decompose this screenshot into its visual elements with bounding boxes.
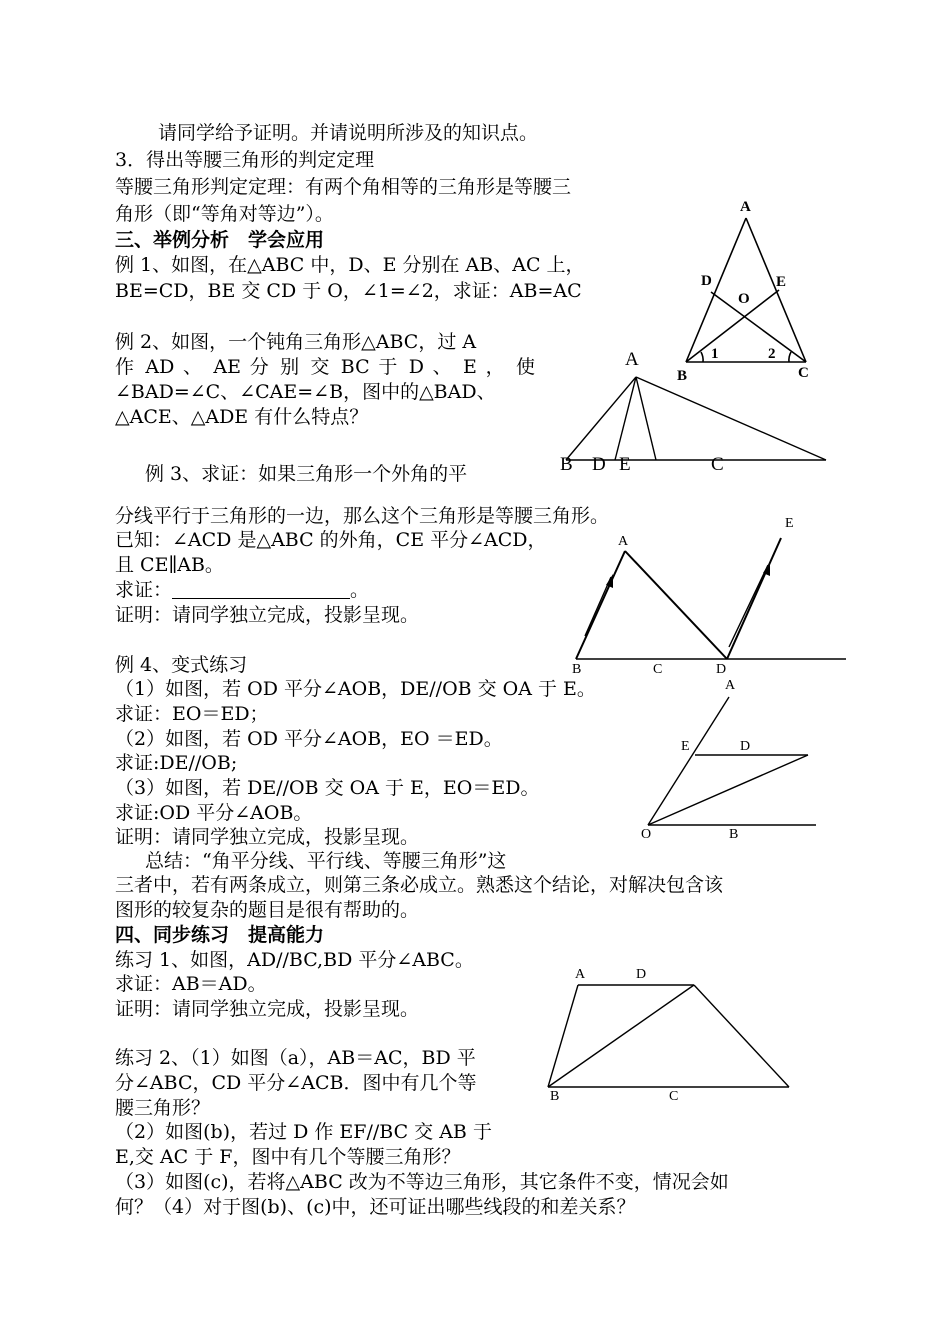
prove-end: 。 bbox=[350, 579, 370, 601]
label-b: B bbox=[677, 368, 688, 384]
label-a: A bbox=[725, 678, 736, 693]
summary-text: 总结：“角平分线、平行线、等腰三角形”这 bbox=[145, 850, 507, 872]
exercise2-part3: （3）如图(c)，若将△ABC 改为不等边三角形，其它条件不变，情况会如 bbox=[115, 1171, 729, 1193]
exercise2-text-cont: 腰三角形？ bbox=[115, 1097, 211, 1119]
segment-be bbox=[686, 290, 779, 362]
prove-label: 求证： bbox=[115, 579, 173, 601]
example4-part1: （1）如图，若 OD 平分∠AOB，DE//OB 交 OA 于 E。 bbox=[115, 678, 596, 700]
example4-part2: （2）如图，若 OD 平分∠AOB，EO ＝ED。 bbox=[115, 728, 503, 750]
ray-ce bbox=[727, 538, 781, 659]
example3-proof: 证明：请同学独立完成，投影呈现。 bbox=[115, 604, 420, 626]
theorem-statement: 等腰三角形判定定理：有两个角相等的三角形是等腰三 bbox=[115, 176, 572, 198]
exercise2-part2: （2）如图(b)，若过 D 作 EF//BC 交 AB 于 bbox=[115, 1121, 492, 1143]
label-a: A bbox=[625, 349, 639, 370]
segment-ab bbox=[686, 218, 746, 362]
example4-title: 例 4、变式练习 bbox=[115, 654, 248, 676]
section-heading-4: 四、同步练习 提高能力 bbox=[115, 924, 325, 946]
label-e: E bbox=[785, 516, 794, 531]
example3-given: 已知：∠ACD 是△ABC 的外角，CE 平分∠ACD， bbox=[115, 529, 547, 551]
example2-text-cont: 作 AD 、 AE 分 别 交 BC 于 D 、 E ， 使 bbox=[115, 356, 535, 378]
segment-ab bbox=[576, 551, 625, 659]
label-b: B bbox=[560, 454, 573, 475]
arrow-ce bbox=[729, 565, 768, 647]
label-d: D bbox=[636, 967, 647, 982]
example2-question: △ACE、△ADE 有什么特点？ bbox=[115, 406, 369, 428]
label-angle-2: 2 bbox=[768, 346, 776, 362]
exercise2-text: 练习 2、（1）如图（a），AB＝AC，BD 平 bbox=[115, 1047, 476, 1069]
label-e: E bbox=[619, 454, 631, 475]
example4-part3-prove: 求证:OD 平分∠AOB。 bbox=[115, 802, 313, 824]
label-e: E bbox=[776, 274, 787, 290]
summary-text-cont: 图形的较复杂的题目是很有帮助的。 bbox=[115, 899, 420, 921]
segment-dc bbox=[694, 985, 789, 1087]
example3-text: 例 3、求证：如果三角形一个外角的平 bbox=[145, 463, 468, 485]
angle-1-arc bbox=[701, 352, 703, 362]
exercise2-part2-cont: E,交 AC 于 F，图中有几个等腰三角形？ bbox=[115, 1146, 461, 1168]
label-a: A bbox=[575, 967, 586, 982]
label-b: B bbox=[550, 1089, 560, 1104]
label-d: D bbox=[592, 454, 606, 475]
summary-text-cont: 三者中，若有两条成立，则第三条必成立。熟悉这个结论，对解决包含该 bbox=[115, 874, 724, 896]
text-line: 请同学给予证明。并请说明所涉及的知识点。 bbox=[158, 122, 539, 144]
example3-text-cont: 分线平行于三角形的一边，那么这个三角形是等腰三角形。 bbox=[115, 505, 610, 527]
example4-part3: （3）如图，若 DE//OB 交 OA 于 E，EO＝ED。 bbox=[115, 777, 540, 799]
exercise2-text-cont: 分∠ABC，CD 平分∠ACB．图中有几个等 bbox=[115, 1072, 477, 1094]
section-heading-3: 三、举例分析 学会应用 bbox=[115, 229, 325, 251]
label-d: D bbox=[701, 273, 712, 289]
label-c: C bbox=[798, 365, 809, 381]
label-d: D bbox=[740, 739, 751, 754]
segment-bd bbox=[548, 985, 694, 1087]
label-e: E bbox=[681, 739, 690, 754]
theorem-statement-cont: 角形（即“等角对等边”）。 bbox=[115, 203, 334, 225]
segment-ac bbox=[636, 377, 826, 460]
exercise1-proof: 证明：请同学独立完成，投影呈现。 bbox=[115, 998, 420, 1020]
example4-part1-prove: 求证：EO＝ED； bbox=[115, 703, 269, 725]
label-a: A bbox=[618, 534, 629, 549]
section-heading-theorem: 3．得出等腰三角形的判定定理 bbox=[115, 149, 375, 171]
exercise1-text: 练习 1、如图，AD//BC,BD 平分∠ABC。 bbox=[115, 949, 474, 971]
segment-ac bbox=[625, 551, 727, 659]
exercise1-prove: 求证：AB＝AD。 bbox=[115, 973, 267, 995]
arrow-ab bbox=[585, 577, 611, 636]
label-b: B bbox=[572, 662, 582, 677]
example4-part2-prove: 求证:DE//OB; bbox=[115, 752, 238, 774]
example1-text-cont: BE=CD，BE 交 CD 于 O，∠1=∠2，求证：AB=AC bbox=[115, 280, 582, 302]
example2-text-cont: ∠BAD=∠C、∠CAE=∠B，图中的△BAD、 bbox=[115, 381, 496, 403]
label-c: C bbox=[711, 454, 724, 475]
label-o: O bbox=[641, 827, 652, 842]
example3-given-cont: 且 CE∥AB。 bbox=[115, 554, 224, 576]
exercise2-part4: 何？（4）对于图(b)、(c)中，还可证出哪些线段的和差关系？ bbox=[115, 1196, 636, 1218]
example2-text: 例 2、如图，一个钝角三角形△ABC，过 A bbox=[115, 331, 477, 353]
label-c: C bbox=[669, 1089, 679, 1104]
example1-text: 例 1、如图，在△ABC 中，D、E 分别在 AB、AC 上， bbox=[115, 254, 585, 276]
example4-proof: 证明：请同学独立完成，投影呈现。 bbox=[115, 826, 420, 848]
label-d: D bbox=[716, 662, 727, 677]
segment-ae bbox=[636, 377, 656, 460]
label-o: O bbox=[738, 291, 750, 307]
label-c: C bbox=[653, 662, 663, 677]
segment-ab bbox=[548, 985, 578, 1087]
label-a: A bbox=[740, 199, 751, 215]
label-b: B bbox=[729, 827, 739, 842]
segment-od bbox=[648, 755, 808, 825]
label-angle-1: 1 bbox=[711, 346, 719, 362]
ray-oa bbox=[648, 697, 729, 825]
angle-2-arc bbox=[789, 352, 791, 362]
